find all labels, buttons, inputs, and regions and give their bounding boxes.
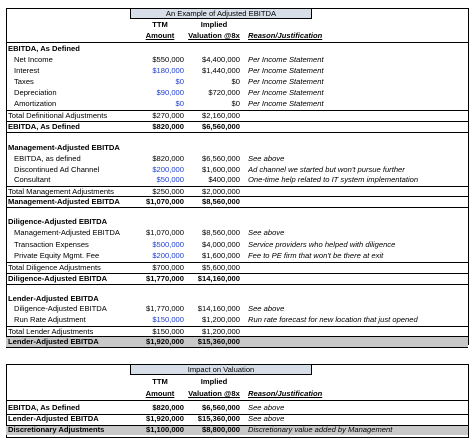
ttm-value: $90,000	[156, 88, 184, 97]
result-bottom-rule	[6, 132, 468, 133]
table-row	[6, 251, 468, 261]
table2-title: Impact on Valuation	[130, 364, 312, 375]
result-implied: $14,160,000	[197, 274, 240, 283]
implied-value: $1,440,000	[201, 66, 240, 75]
summary-implied: $8,800,000	[201, 425, 240, 434]
total-implied: $5,600,000	[201, 263, 240, 272]
header-divider	[6, 400, 468, 401]
ttm-value: $150,000	[152, 315, 184, 324]
table-row	[6, 154, 468, 164]
result-row	[6, 197, 468, 207]
total-implied: $1,200,000	[201, 327, 240, 336]
implied-header: Implied	[200, 20, 228, 29]
table-row	[6, 88, 468, 98]
table2-header-row-1	[6, 377, 468, 387]
table-row	[6, 228, 468, 238]
table-row	[6, 304, 468, 314]
result-label: Lender-Adjusted EBITDA	[8, 337, 99, 346]
implied-subheader: Valuation @8x	[188, 31, 240, 40]
table-row	[6, 175, 468, 185]
implied-value: $720,000	[208, 88, 240, 97]
summary-ttm: $820,000	[152, 403, 184, 412]
implied-value: $400,000	[208, 175, 240, 184]
table-row	[6, 66, 468, 76]
summary-reason: See above	[248, 414, 285, 423]
summary-implied: $6,560,000	[201, 403, 240, 412]
reason-text: Per Income Statement	[248, 55, 324, 64]
ttm-value: $180,000	[152, 66, 184, 75]
implied-subheader: Valuation @8x	[188, 389, 240, 398]
reason-text: See above	[248, 228, 285, 237]
table1-header-row-1	[6, 20, 468, 30]
total-ttm: $150,000	[152, 327, 184, 336]
row-label: Taxes	[14, 77, 34, 86]
reason-text: Fee to PE firm that won't be there at exit	[248, 251, 384, 260]
section-heading-label: Diligence-Adjusted EBITDA	[8, 217, 108, 226]
reason-text: Per Income Statement	[248, 88, 324, 97]
row-label: Management-Adjusted EBITDA	[14, 228, 120, 237]
summary-row	[6, 425, 468, 435]
implied-value: $1,600,000	[201, 251, 240, 260]
ttm-value: $1,070,000	[145, 228, 184, 237]
reason-text: Per Income Statement	[248, 99, 324, 108]
reason-header: Reason/Justification	[248, 31, 323, 40]
table1-title: An Example of Adjusted EBITDA	[130, 8, 312, 19]
reason-text: Run rate forecast for new location that just opened	[248, 315, 418, 324]
reason-text: One-time help related to IT system implementation	[248, 175, 419, 184]
ttm-value: $500,000	[152, 240, 184, 249]
summary-divider	[6, 414, 468, 415]
result-row	[6, 122, 468, 132]
section-heading-label: Lender-Adjusted EBITDA	[8, 294, 99, 303]
header-divider	[6, 42, 468, 43]
total-ttm: $250,000	[152, 187, 184, 196]
row-label: Private Equity Mgmt. Fee	[14, 251, 100, 260]
result-ttm: $1,920,000	[145, 337, 184, 346]
implied-value: $0	[231, 77, 240, 86]
result-implied: $15,360,000	[197, 337, 240, 346]
implied-value: $1,200,000	[201, 315, 240, 324]
row-label: Amortization	[14, 99, 57, 108]
reason-text: Per Income Statement	[248, 77, 324, 86]
reason-header: Reason/Justification	[248, 389, 323, 398]
ttm-value: $820,000	[152, 154, 184, 163]
total-ttm: $270,000	[152, 111, 184, 120]
section-heading-label: EBITDA, As Defined	[8, 44, 80, 53]
summary-label: Discretionary Adjustments	[8, 425, 105, 434]
total-label: Total Definitional Adjustments	[8, 111, 108, 120]
table2-header-row-2	[6, 389, 468, 399]
table-row	[6, 99, 468, 109]
result-ttm: $1,770,000	[145, 274, 184, 283]
section-heading	[6, 294, 468, 304]
total-row	[6, 263, 468, 273]
implied-value: $8,560,000	[201, 228, 240, 237]
result-label: Management-Adjusted EBITDA	[8, 197, 120, 206]
ttm-value: $200,000	[152, 251, 184, 260]
total-row	[6, 111, 468, 121]
summary-implied: $15,360,000	[197, 414, 240, 423]
row-label: Transaction Expenses	[14, 240, 89, 249]
total-ttm: $700,000	[152, 263, 184, 272]
result-row	[6, 337, 468, 347]
row-label: Diligence-Adjusted EBITDA	[14, 304, 107, 313]
result-bottom-rule	[6, 207, 468, 208]
implied-header: Implied	[200, 377, 228, 386]
section-heading-label: Management-Adjusted EBITDA	[8, 143, 120, 152]
ttm-value: $0	[175, 99, 184, 108]
ttm-value: $200,000	[152, 165, 184, 174]
result-row	[6, 274, 468, 284]
table-row	[6, 315, 468, 325]
result-ttm: $820,000	[152, 122, 184, 131]
summary-row	[6, 414, 468, 424]
table-row	[6, 165, 468, 175]
summary-label: Lender-Adjusted EBITDA	[8, 414, 99, 423]
table1-header-row-2	[6, 31, 468, 41]
reason-text: See above	[248, 304, 285, 313]
table-row	[6, 55, 468, 65]
ttm-value: $50,000	[156, 175, 184, 184]
summary-divider	[6, 425, 468, 426]
summary-ttm: $1,920,000	[145, 414, 184, 423]
implied-value: $4,000,000	[201, 240, 240, 249]
summary-reason: Discretionary value added by Management	[248, 425, 393, 434]
result-implied: $8,560,000	[201, 197, 240, 206]
ttm-header: TTM	[152, 20, 168, 29]
summary-row	[6, 403, 468, 413]
reason-text: See above	[248, 154, 285, 163]
ttm-value: $550,000	[152, 55, 184, 64]
result-label: Diligence-Adjusted EBITDA	[8, 274, 108, 283]
total-label: Total Diligence Adjustments	[8, 263, 101, 272]
ttm-subheader: Amount	[145, 389, 175, 398]
total-label: Total Management Adjustments	[8, 187, 114, 196]
row-label: Depreciation	[14, 88, 57, 97]
implied-value: $1,600,000	[201, 165, 240, 174]
row-label: Run Rate Adjustment	[14, 315, 86, 324]
result-implied: $6,560,000	[201, 122, 240, 131]
result-ttm: $1,070,000	[145, 197, 184, 206]
total-implied: $2,160,000	[201, 111, 240, 120]
result-label: EBITDA, As Defined	[8, 122, 80, 131]
row-label: Discontinued Ad Channel	[14, 165, 100, 174]
section-heading	[6, 217, 468, 227]
total-implied: $2,000,000	[201, 187, 240, 196]
ttm-value: $0	[175, 77, 184, 86]
table-row	[6, 240, 468, 250]
row-label: EBITDA, as defined	[14, 154, 81, 163]
row-label: Interest	[14, 66, 40, 75]
table-row	[6, 77, 468, 87]
total-label: Total Lender Adjustments	[8, 327, 94, 336]
summary-ttm: $1,100,000	[145, 425, 184, 434]
reason-text: Per Income Statement	[248, 66, 324, 75]
section-heading	[6, 143, 468, 153]
reason-text: Service providers who helped with diligence	[248, 240, 396, 249]
summary-reason: See above	[248, 403, 285, 412]
implied-value: $0	[231, 99, 240, 108]
implied-value: $14,160,000	[197, 304, 240, 313]
summary-label: EBITDA, As Defined	[8, 403, 80, 412]
section-heading	[6, 44, 468, 54]
reason-text: Ad channel we started but won't pursue further	[248, 165, 405, 174]
row-label: Consultant	[14, 175, 51, 184]
ttm-value: $1,770,000	[145, 304, 184, 313]
ttm-header: TTM	[152, 377, 168, 386]
implied-value: $6,560,000	[201, 154, 240, 163]
row-label: Net Income	[14, 55, 53, 64]
result-bottom-rule	[6, 284, 468, 285]
result-bottom-rule	[6, 347, 468, 348]
implied-value: $4,400,000	[201, 55, 240, 64]
ttm-subheader: Amount	[145, 31, 175, 40]
